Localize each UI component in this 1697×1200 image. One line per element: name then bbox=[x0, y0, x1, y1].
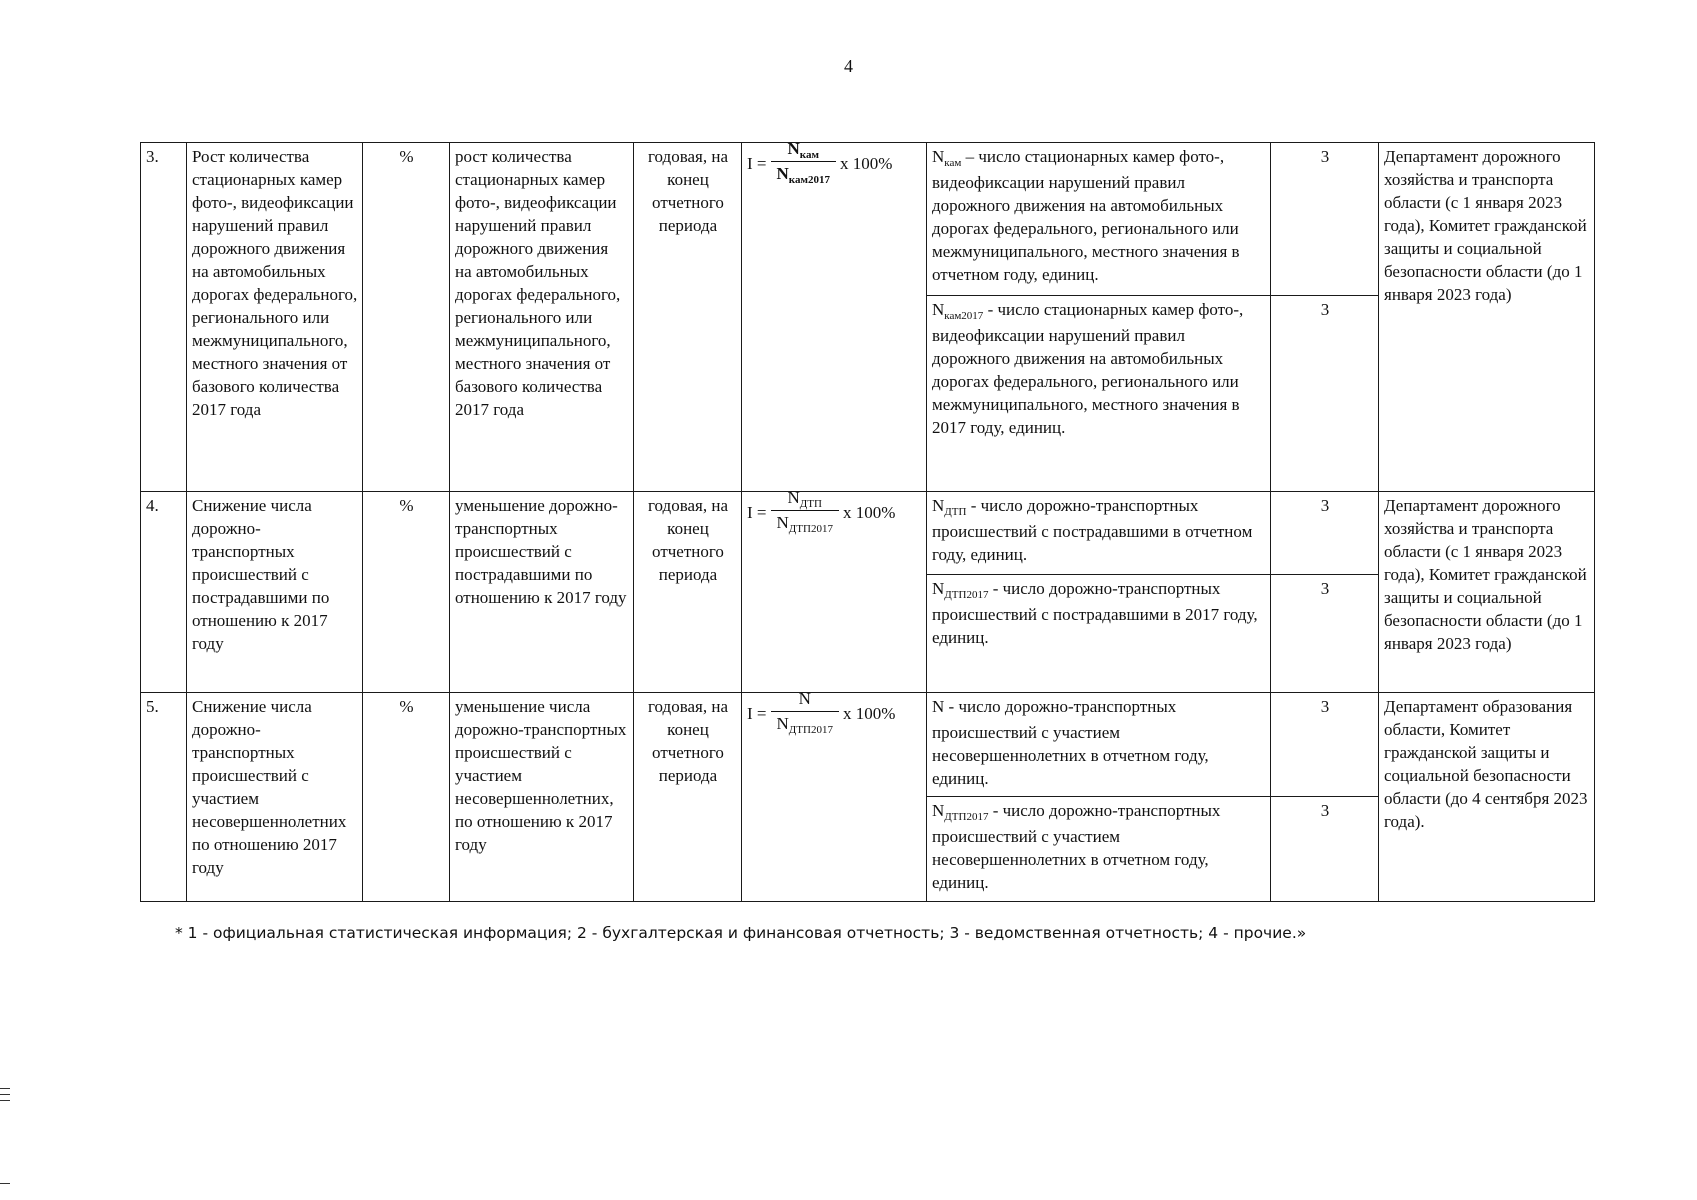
row-number: 3. bbox=[141, 143, 187, 492]
indicator-name: Рост количества стационарных камер фото-, видеофиксации нарушений правил дорожного движения на автомобильных дорогах федерального, регионального или межмуниципального, местного значения от базового количества 2017 года bbox=[187, 143, 363, 492]
source-code: 3 bbox=[1271, 575, 1379, 693]
indicator-definition: уменьшение дорожно-транспортных происшествий с пострадавшими по отношению к 2017 году bbox=[450, 492, 634, 693]
indicator-definition: рост количества стационарных камер фото-, видеофиксации нарушений правил дорожного движения на автомобильных дорогах федерального, регионального или межмуниципального, местного значения от базового количества 2017 года bbox=[450, 143, 634, 492]
row-number: 4. bbox=[141, 492, 187, 693]
formula: I = $\frac{N_{кам}}{N_{кам2017}}$ x 100% bbox=[742, 143, 927, 492]
variable-definition: $N_{кам2017}$ - число стационарных камер фото-, видеофиксации нарушений правил дорожного движения на автомобильных дорогах федерального, регионального или межмуниципального, местного значения в 2017 году, единиц. bbox=[927, 296, 1271, 492]
indicator-name: Снижение числа дорожно-транспортных происшествий с участием несовершеннолетних по отношению 2017 году bbox=[187, 693, 363, 902]
margin-mark bbox=[0, 1183, 10, 1184]
margin-mark bbox=[0, 1100, 10, 1101]
responsible: Департамент дорожного хозяйства и транспорта области (с 1 января 2023 года), Комитет гражданской защиты и социальной безопасности области (до 1 января 2023 года) bbox=[1379, 492, 1595, 693]
unit: % bbox=[363, 143, 450, 492]
period: годовая, на конец отчетного периода bbox=[634, 143, 742, 492]
unit: % bbox=[363, 492, 450, 693]
variable-definition: $N_{кам}$ – число стационарных камер фото-, видеофиксации нарушений правил дорожного движения на автомобильных дорогах федерального, регионального или межмуниципального, местного значения в отчетном году, единиц. bbox=[927, 143, 1271, 296]
margin-mark bbox=[0, 1088, 10, 1089]
indicators-table bbox=[140, 139, 1595, 902]
table-row bbox=[141, 693, 1595, 797]
variable-definition: N - число дорожно-транспортных происшествий с участием несовершеннолетних в отчетном году, единиц. bbox=[927, 693, 1271, 797]
table-row bbox=[141, 143, 1595, 296]
source-code: 3 bbox=[1271, 693, 1379, 797]
page-number: 4 bbox=[844, 56, 853, 76]
variable-definition: $N_{ДТП}$ - число дорожно-транспортных происшествий с пострадавшими в отчетном году, единиц. bbox=[927, 492, 1271, 575]
formula: I = $\frac{N_{ДТП}}{N_{ДТП2017}}$ x 100% bbox=[742, 492, 927, 693]
source-code: 3 bbox=[1271, 797, 1379, 902]
source-code: 3 bbox=[1271, 296, 1379, 492]
footnote: * 1 - официальная статистическая информация; 2 - бухгалтерская и финансовая отчетность; 3 - ведомственная отчетность; 4 - прочие.» bbox=[175, 924, 1307, 942]
variable-definition: $N_{ДТП2017}$ - число дорожно-транспортных происшествий с пострадавшими в 2017 году, единиц. bbox=[927, 575, 1271, 693]
responsible: Департамент образования области, Комитет гражданской защиты и социальной безопасности области (до 4 сентября 2023 года). bbox=[1379, 693, 1595, 902]
indicator-name: Снижение числа дорожно-транспортных происшествий с пострадавшими по отношению к 2017 году bbox=[187, 492, 363, 693]
indicator-definition: уменьшение числа дорожно-транспортных происшествий с участием несовершеннолетних, по отношению к 2017 году bbox=[450, 693, 634, 902]
table-row bbox=[141, 492, 1595, 575]
responsible: Департамент дорожного хозяйства и транспорта области (с 1 января 2023 года), Комитет гражданской защиты и социальной безопасности области (до 1 января 2023 года) bbox=[1379, 143, 1595, 492]
period: годовая, на конец отчетного периода bbox=[634, 492, 742, 693]
formula: I = $\frac{N}{N_{ДТП2017}}$ x 100% bbox=[742, 693, 927, 902]
margin-mark bbox=[0, 1094, 10, 1095]
row-number: 5. bbox=[141, 693, 187, 902]
period: годовая, на конец отчетного периода bbox=[634, 693, 742, 902]
source-code: 3 bbox=[1271, 143, 1379, 296]
unit: % bbox=[363, 693, 450, 902]
variable-definition: $N_{ДТП2017}$ - число дорожно-транспортных происшествий с участием несовершеннолетних в отчетном году, единиц. bbox=[927, 797, 1271, 902]
source-code: 3 bbox=[1271, 492, 1379, 575]
